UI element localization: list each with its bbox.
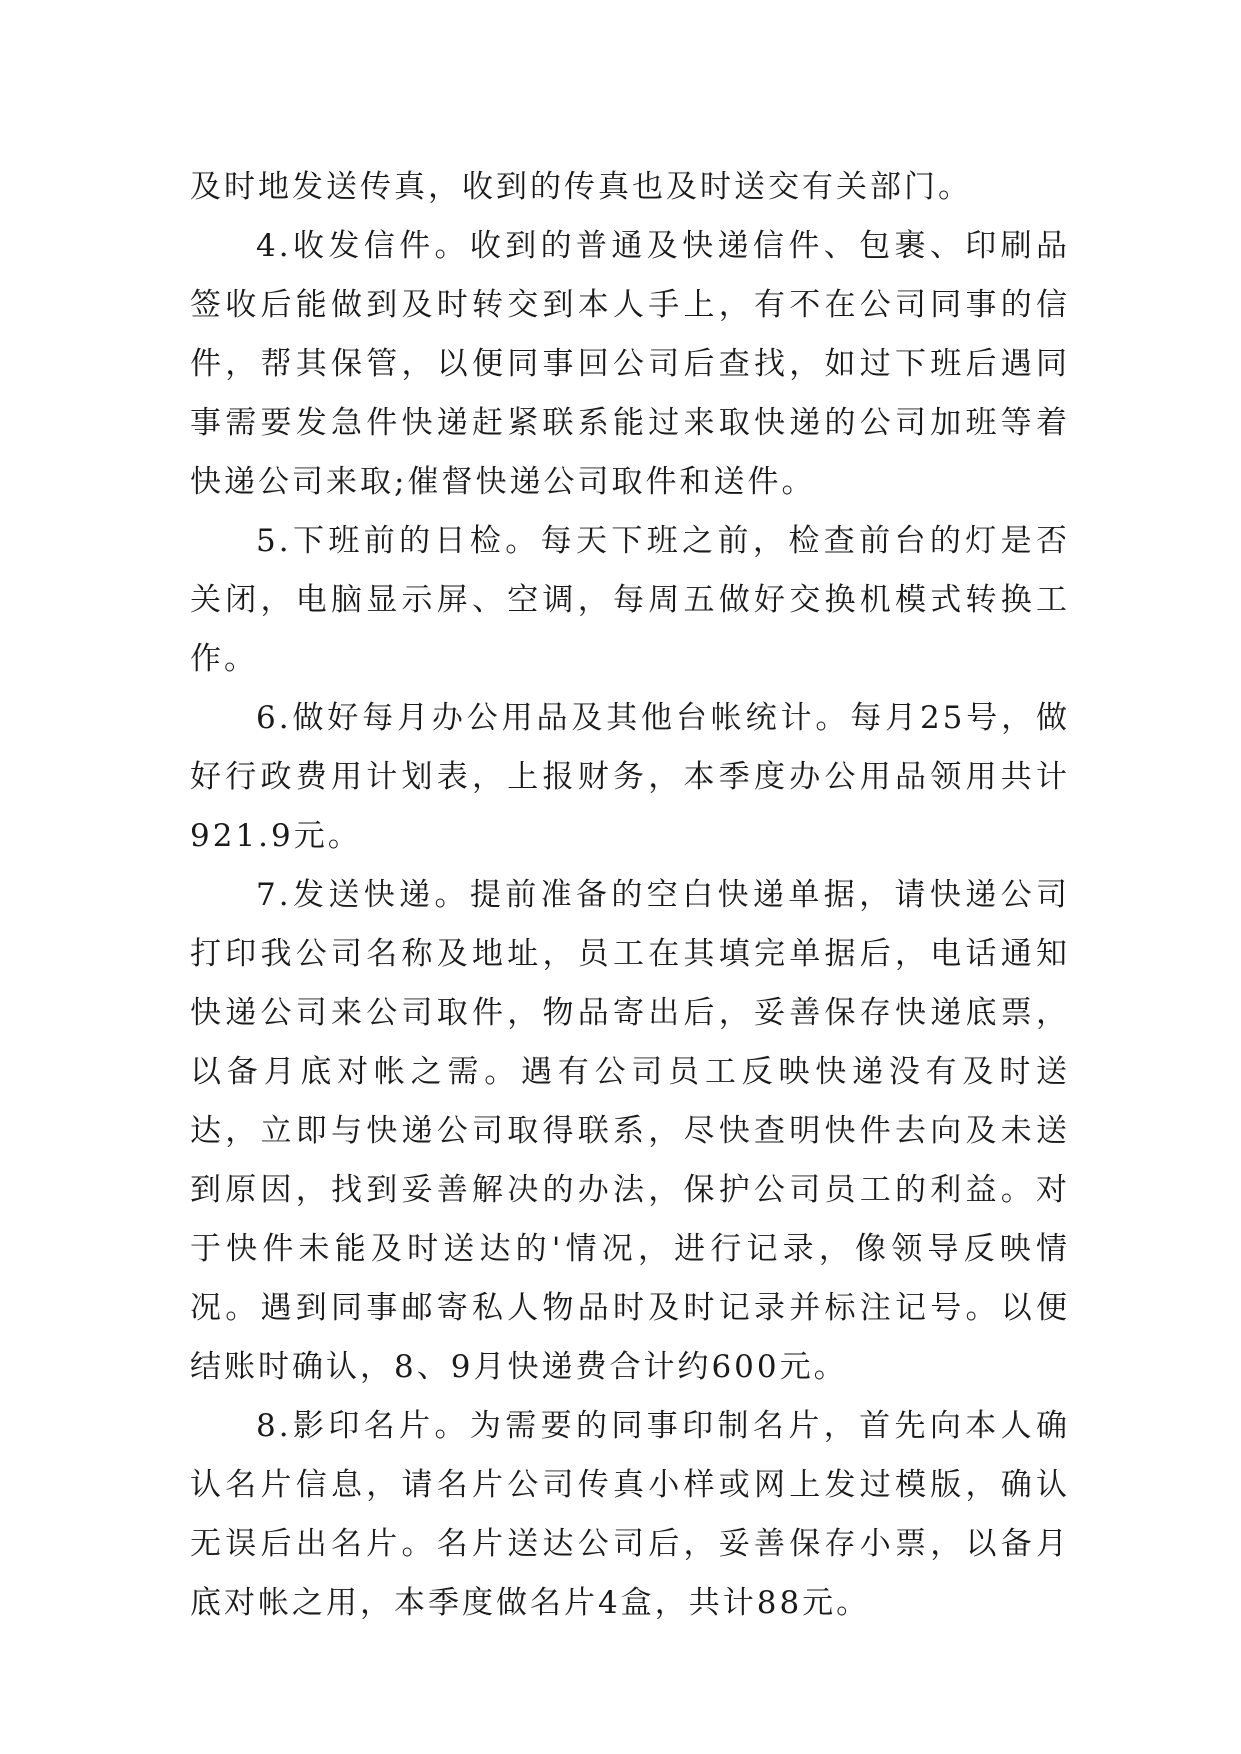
- paragraph-item-5: 5.下班前的日检。每天下班之前，检查前台的灯是否关闭，电脑显示屏、空调，每周五做好交换机模式转换工作。: [190, 523, 1070, 677]
- paragraph-item-7: 7.发送快递。提前准备的空白快递单据，请快递公司打印我公司名称及地址，员工在其填完单据后，电话通知快递公司来公司取件，物品寄出后，妥善保存快递底票，以备月底对帐之需。遇有公司员工反映快递没有及时送达，立即与快递公司取得联系，尽快查明快件去向及未送到原因，找到妥善解决的办法，保护公司员工的利益。对于快件未能及时送达的'情况，进行记录，像领导反映情况。遇到同事邮寄私人物品时及时记录并标注记号。以便结账时确认，8、9月快递费合计约600元。: [190, 877, 1070, 1385]
- paragraph-item-8: 8.影印名片。为需要的同事印制名片，首先向本人确认名片信息，请名片公司传真小样或网上发过模版，确认无误后出名片。名片送达公司后，妥善保存小票，以备月底对帐之用，本季度做名片4盒，共计88元。: [190, 1408, 1070, 1621]
- paragraph-item-4: 4.收发信件。收到的普通及快递信件、包裹、印刷品签收后能做到及时转交到本人手上，有不在公司同事的信件，帮其保管，以便同事回公司后查找，如过下班后遇同事需要发急件快递赶紧联系能过来取快递的公司加班等着快递公司来取;催督快递公司取件和送件。: [190, 228, 1070, 500]
- paragraph-item-6: 6.做好每月办公用品及其他台帐统计。每月25号，做好行政费用计划表，上报财务，本季度办公用品领用共计921.9元。: [190, 700, 1070, 854]
- paragraph-continuation: 及时地发送传真，收到的传真也及时送交有关部门。: [190, 169, 972, 205]
- document-body: [190, 158, 1070, 1633]
